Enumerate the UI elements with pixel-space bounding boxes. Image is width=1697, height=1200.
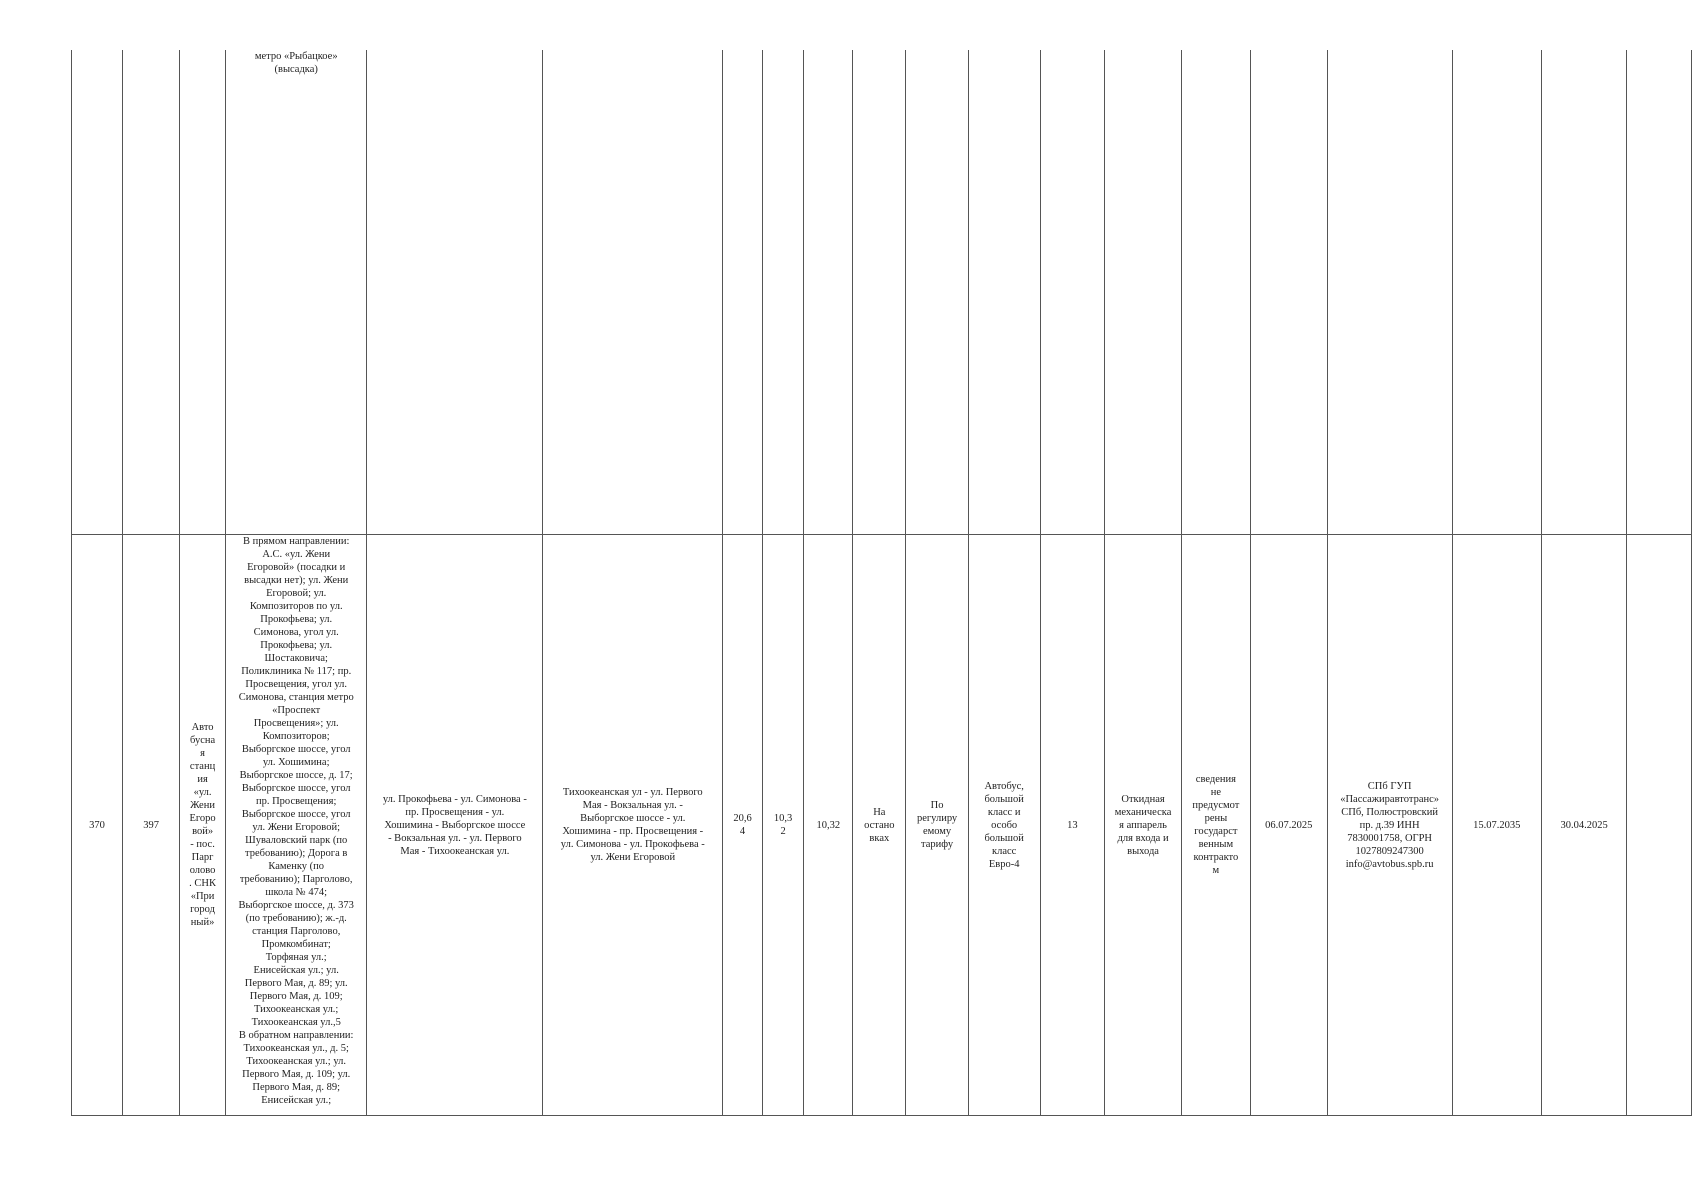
cell-empty <box>804 50 853 535</box>
cell-empty <box>1542 50 1627 535</box>
cell-empty <box>906 50 968 535</box>
cell-end-date: 30.04.2025 <box>1542 535 1627 1116</box>
cell-boarding-order: На остано вках <box>853 535 906 1116</box>
cell-empty <box>968 50 1040 535</box>
cell-empty <box>180 50 226 535</box>
cell-carrier: СПб ГУП «Пассажиравтотранс» СПб, Полюстровский пр. д.39 ИНН 7830001758, ОГРН 1027809247300 info@avtobus.spb.ru <box>1327 535 1452 1116</box>
cell-route-name: Авто бусна я станц ия «ул. Жени Егоро вой» - пос. Парг олово . СНК «При город ный» <box>180 535 226 1116</box>
cell-streets-backward: Тихоокеанская ул - ул. Первого Мая - Вокзальная ул. - Выборгское шоссе - ул. Хошимина - пр. Просвещения - ул. Симонова - ул. Прокофьева - ул. Жени Егоровой <box>543 535 723 1116</box>
cell-contract-date: 15.07.2035 <box>1452 535 1541 1116</box>
cell-reg-no: 370 <box>72 535 123 1116</box>
cell-empty <box>762 50 804 535</box>
cell-empty <box>723 50 763 535</box>
cell-vehicle-count: 13 <box>1040 535 1105 1116</box>
cell-length-total: 20,6 4 <box>723 535 763 1116</box>
cell-length-backward: 10,32 <box>804 535 853 1116</box>
cell-contract-info: сведения не предусмот рены государст венным контракто м <box>1182 535 1251 1116</box>
cell-empty <box>1040 50 1105 535</box>
cell-length-forward: 10,3 2 <box>762 535 804 1116</box>
cell-empty <box>72 50 123 535</box>
cell-fare-type: По регулиру емому тарифу <box>906 535 968 1116</box>
cell-empty <box>1182 50 1251 535</box>
cell-empty <box>853 50 906 535</box>
cell-empty <box>367 50 543 535</box>
cell-start-date: 06.07.2025 <box>1250 535 1327 1116</box>
cell-stops: В прямом направлении: А.С. «ул. Жени Егоровой» (посадки и высадки нет); ул. Жени Егоровой; ул. Композиторов по ул. Прокофьева; ул. Симонова, угол ул. Прокофьева; ул. Шостаковича; Поликлиника № 117; пр. Просвещения, угол ул. Симонова, станция метро «Проспект Просвещения»; ул. Композиторов; Выборгское шоссе, угол ул. Хошимина; Выборгское шоссе, д. 17; Выборгское шоссе, угол пр. Просвещения; Выборгское шоссе, угол ул. Жени Егоровой; Шуваловский парк (по требованию); Дорога в Каменку (по требованию); Парголово, школа № 474; Выборгское шоссе, д. 373 (по требованию); ж.-д. станция Парголово, Промкомбинат; Торфяная ул.; Енисейская ул.; ул. Первого Мая, д. 89; ул. Первого Мая, д. 109; Тихоокеанская ул.; Тихоокеанская ул.,5 В обратном направлении: Тихоокеанская ул., д. 5; Тихоокеанская ул.; ул. Первого Мая, д. 109; ул. Первого Мая, д. 89; Енисейская ул.; <box>225 535 367 1116</box>
cell-notes <box>1627 535 1692 1116</box>
table-row-continuation <box>72 50 1692 535</box>
cell-equipment: Откидная механическа я аппарель для входа и выхода <box>1105 535 1182 1116</box>
cell-stops-tail: метро «Рыбацкое» (высадка) <box>225 50 367 535</box>
cell-empty <box>1250 50 1327 535</box>
cell-route-no: 397 <box>122 535 179 1116</box>
cell-streets-forward: ул. Прокофьева - ул. Симонова - пр. Просвещения - ул. Хошимина - Выборгское шоссе - Вокзальная ул. - ул. Первого Мая - Тихоокеанская ул. <box>367 535 543 1116</box>
cell-vehicle: Автобус, большой класс и особо большой класс Евро-4 <box>968 535 1040 1116</box>
table-row-route-397 <box>72 535 1692 1116</box>
cell-empty <box>1452 50 1541 535</box>
cell-empty <box>1105 50 1182 535</box>
cell-empty <box>1327 50 1452 535</box>
cell-empty <box>543 50 723 535</box>
route-register-table <box>71 50 1692 1116</box>
cell-empty <box>122 50 179 535</box>
cell-empty <box>1627 50 1692 535</box>
